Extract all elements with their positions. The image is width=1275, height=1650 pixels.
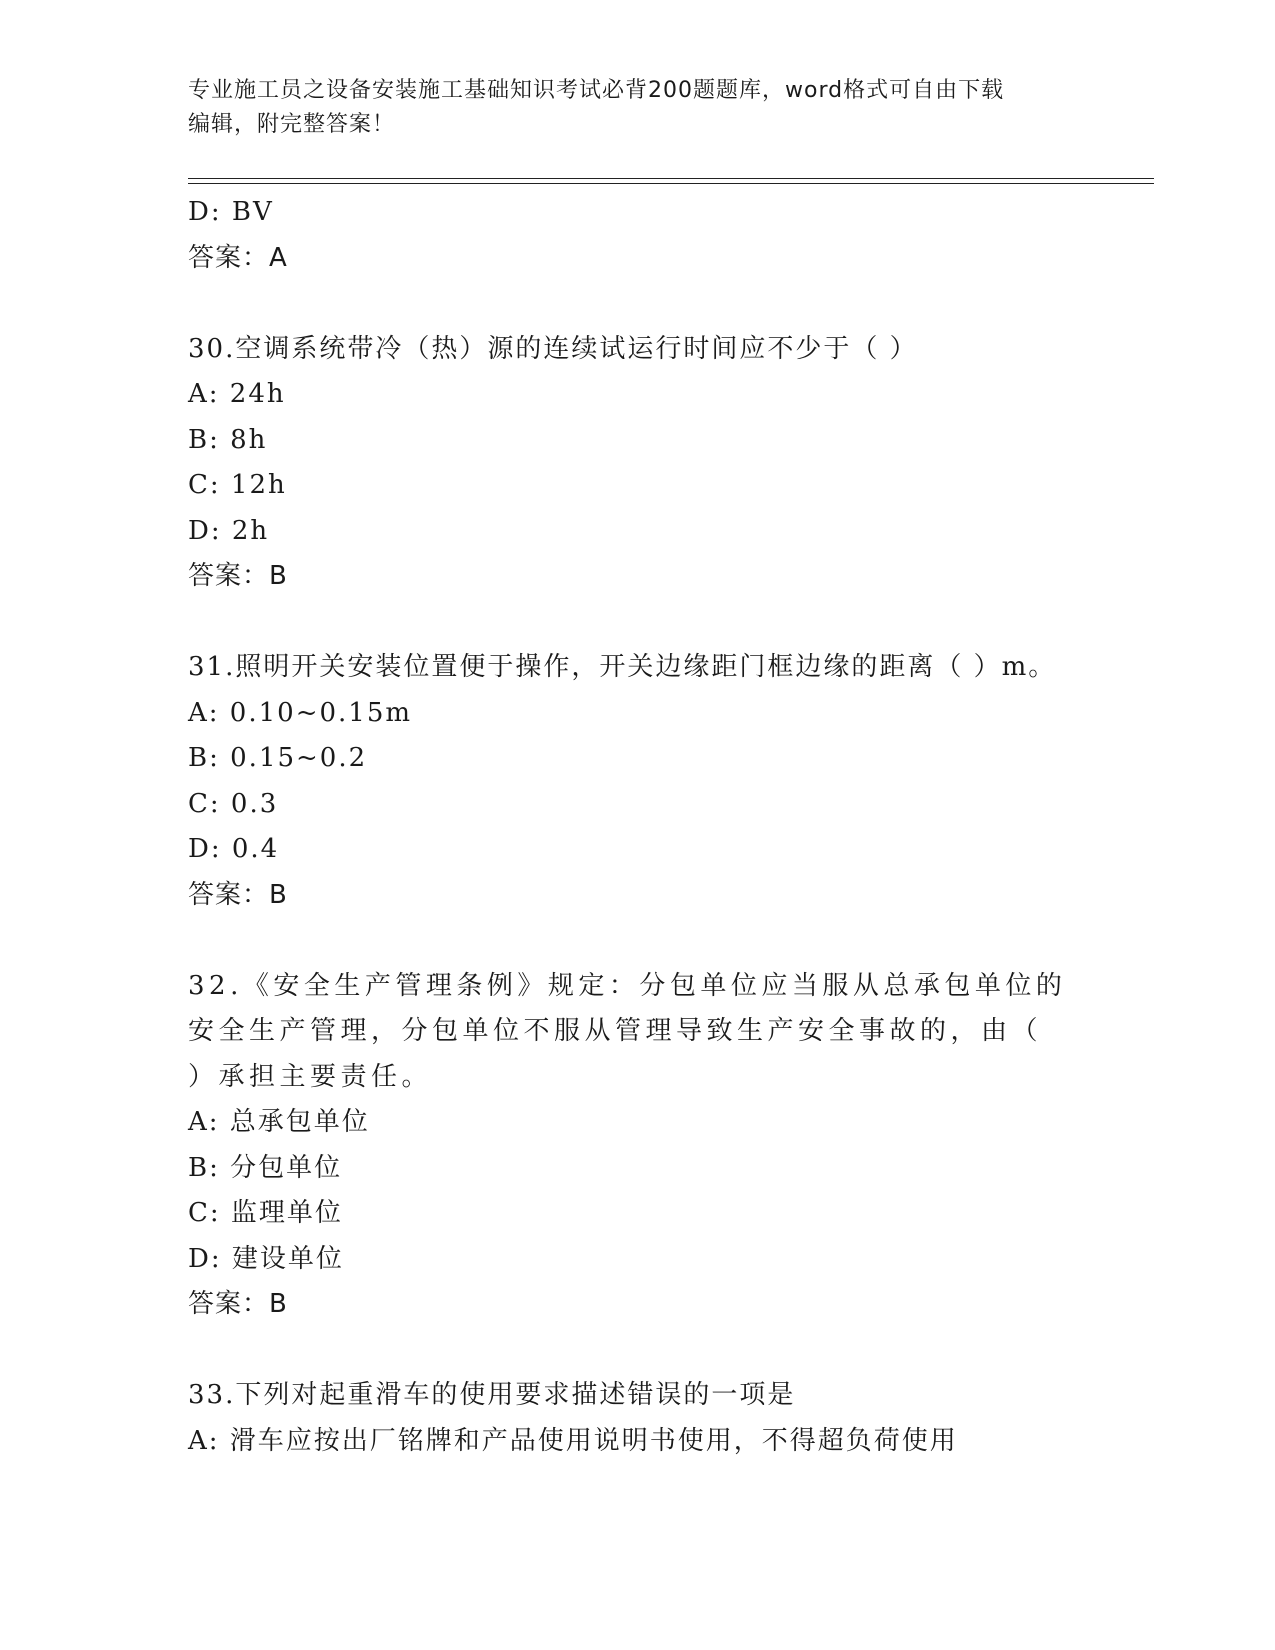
option-b: B: 0.15~0.2 — [188, 743, 368, 773]
previous-question-tail — [188, 190, 1088, 281]
page-header — [188, 74, 1088, 142]
option-d: D: 2h — [188, 515, 270, 546]
option-d: D: 建设单位 — [188, 1243, 344, 1274]
option-b: B: 8h — [188, 424, 268, 455]
option-a: A: 0.10~0.15m — [188, 697, 413, 728]
option-c: C: 监理单位 — [188, 1198, 343, 1228]
option-a: A: 总承包单位 — [188, 1107, 370, 1137]
question-33 — [188, 1373, 1088, 1464]
option-a: A: 滑车应按出厂铭牌和产品使用说明书使用，不得超负荷使用 — [188, 1425, 958, 1456]
question-stem: 33.下列对起重滑车的使用要求描述错误的一项是 — [188, 1380, 796, 1410]
question-list — [188, 190, 1088, 1464]
question-32 — [188, 964, 1088, 1328]
question-stem: 32.《安全生产管理条例》规定：分包单位应当服从总承包单位的安全生产管理，分包单位不服从管理导致生产安全事故的，由（ ）承担主要责任。 — [188, 970, 1067, 1092]
option-a: A: 24h — [188, 379, 286, 409]
header-divider-top — [188, 178, 1154, 179]
answer-line: 答案：B — [188, 1289, 288, 1319]
answer-line: 答案：B — [188, 561, 288, 591]
header-title-line-2: 编辑，附完整答案！ — [188, 112, 396, 137]
spacer — [188, 281, 1088, 327]
spacer — [188, 918, 1088, 964]
question-stem: 30.空调系统带冷（热）源的连续试运行时间应不少于（ ） — [188, 333, 918, 364]
option-c: C: 12h — [188, 470, 287, 500]
option-d: D: 0.4 — [188, 834, 280, 864]
option-d: D: BV — [188, 197, 274, 227]
question-30 — [188, 327, 1088, 600]
header-divider-bottom — [188, 183, 1154, 184]
header-title-line-1: 专业施工员之设备安装施工基础知识考试必背200题题库，word格式可自由下载 — [188, 78, 1005, 103]
answer-line: 答案：A — [188, 242, 288, 273]
option-c: C: 0.3 — [188, 788, 279, 819]
answer-line: 答案：B — [188, 879, 288, 910]
question-31 — [188, 645, 1088, 918]
option-b: B: 分包单位 — [188, 1152, 343, 1183]
spacer — [188, 600, 1088, 646]
spacer — [188, 1328, 1088, 1374]
question-stem: 31.照明开关安装位置便于操作，开关边缘距门框边缘的距离（ ）m。 — [188, 652, 1057, 682]
